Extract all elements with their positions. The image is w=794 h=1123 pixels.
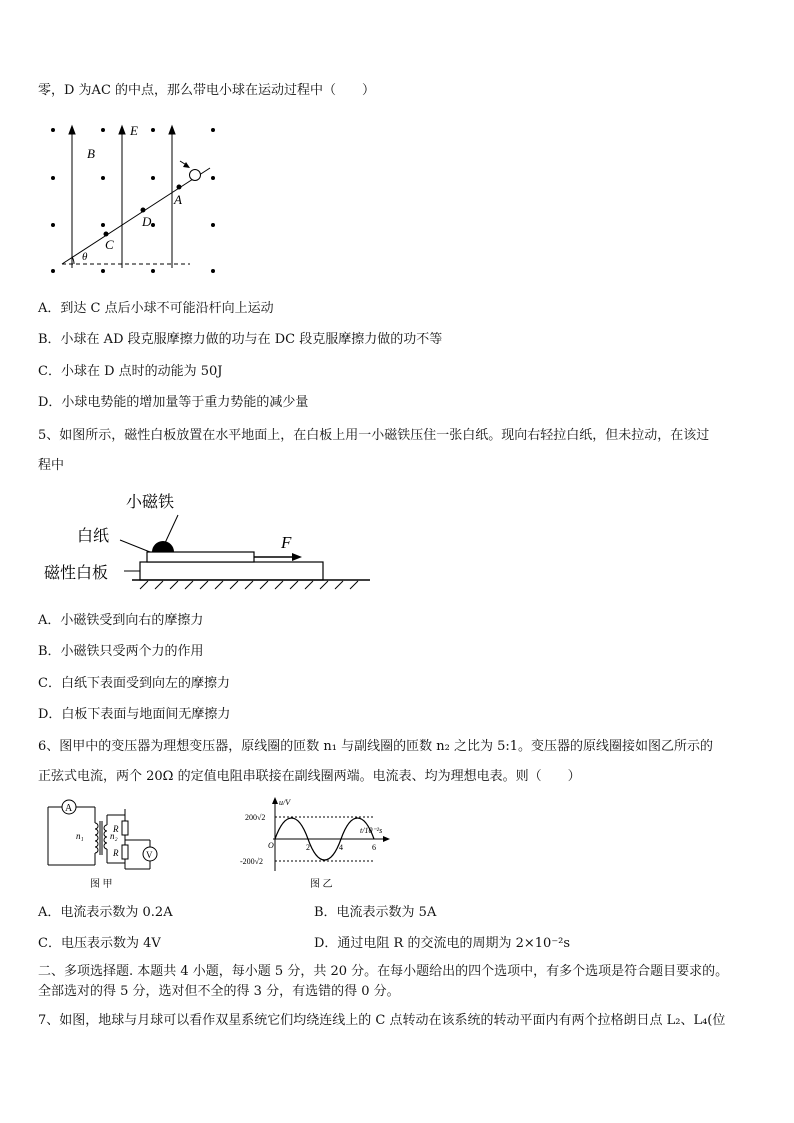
svg-text:2: 2 — [306, 843, 310, 852]
magnetic-field-dots — [51, 128, 215, 273]
point-a — [177, 185, 182, 190]
svg-text:t/10⁻²s: t/10⁻²s — [360, 826, 383, 835]
q6-option-b: B．电流表示数为 5A — [314, 905, 437, 920]
svg-text:R: R — [113, 848, 119, 858]
resistor-2 — [122, 845, 128, 859]
q5-option-d: D．白板下表面与地面间无摩擦力 — [38, 707, 231, 722]
svg-text:白纸: 白纸 — [77, 528, 110, 545]
white-paper — [147, 552, 254, 562]
q5-stem-line2: 程中 — [38, 458, 65, 473]
svg-text:R: R — [113, 824, 119, 834]
small-magnet — [152, 541, 174, 552]
svg-text:n₁: n₁ — [76, 831, 84, 841]
svg-text:图 乙: 图 乙 — [310, 879, 333, 890]
svg-text:B: B — [87, 146, 95, 161]
q6-stem-line2: 正弦式电流，两个 20Ω 的定值电阻串联接在副线圈两端。电流表、均为理想电表。则（ ） — [38, 769, 581, 784]
svg-text:V: V — [146, 850, 153, 860]
svg-text:D: D — [142, 214, 152, 229]
svg-text:磁性白板: 磁性白板 — [44, 565, 109, 582]
svg-text:E: E — [130, 123, 138, 138]
q4-stem-tail: 零，D 为AC 的中点，那么带电小球在运动过程中（ ） — [38, 83, 376, 98]
q6-waveform-figure — [240, 795, 405, 895]
point-c — [104, 232, 109, 237]
section2-line2: 全部选对的得 5 分，选对但不全的得 3 分，有选错的得 0 分。 — [38, 984, 400, 999]
svg-text:-200√2: -200√2 — [240, 857, 264, 866]
svg-text:A: A — [65, 803, 73, 814]
q5-whiteboard-figure — [40, 485, 380, 595]
magnetic-board — [140, 562, 323, 580]
q6-stem-line1: 6、图甲中的变压器为理想变压器，原线圈的匝数 n₁ 与副线圈的匝数 n₂ 之比为 5:1。变压器的原线圈接如图乙所示的 — [38, 739, 714, 754]
section2-line1: 二、多项选择题. 本题共 4 小题，每小题 5 分，共 20 分。在每小题给出的四个选项中，有多个选项是符合题目要求的。 — [38, 964, 729, 979]
svg-text:n₂: n₂ — [110, 831, 118, 841]
q6-option-a: A．电流表示数为 0.2A — [38, 905, 173, 920]
q5-stem-line1: 5、如图所示，磁性白板放置在水平地面上，在白板上用一小磁铁压住一张白纸。现向右轻拉白纸，但未拉动，在该过 — [38, 428, 710, 443]
svg-text:图 甲: 图 甲 — [90, 879, 113, 890]
resistor-1 — [122, 821, 128, 835]
svg-text:200√2: 200√2 — [245, 813, 266, 822]
charged-ball — [190, 170, 201, 181]
svg-text:u/V: u/V — [279, 798, 291, 807]
q6-circuit-figure — [40, 795, 170, 895]
electric-field-lines — [69, 126, 175, 268]
svg-text:A: A — [174, 192, 182, 207]
q6-option-c: C．电压表示数为 4V — [38, 936, 161, 951]
svg-text:F: F — [281, 533, 292, 552]
q4-option-c: C．小球在 D 点时的动能为 50J — [38, 364, 223, 379]
q5-option-a: A．小磁铁受到向右的摩擦力 — [38, 613, 204, 628]
svg-text:6: 6 — [372, 843, 376, 852]
point-d — [141, 208, 146, 213]
svg-text:小磁铁: 小磁铁 — [126, 494, 175, 511]
q4-option-a: A．到达 C 点后小球不可能沿杆向上运动 — [38, 301, 274, 316]
q4-option-b: B．小球在 AD 段克服摩擦力做的功与在 DC 段克服摩擦力做的功不等 — [38, 332, 443, 347]
svg-text:θ: θ — [82, 251, 88, 263]
q4-option-d: D．小球电势能的增加量等于重力势能的减少量 — [38, 395, 309, 410]
q4-field-figure — [40, 118, 230, 278]
svg-text:O: O — [268, 841, 274, 850]
q5-option-b: B．小磁铁只受两个力的作用 — [38, 644, 204, 659]
q7-stem-line1: 7、如图，地球与月球可以看作双星系统它们均绕连线上的 C 点转动在该系统的转动平面内有两个拉格朗日点 L₂、L₄(位 — [38, 1013, 726, 1028]
svg-text:4: 4 — [339, 843, 343, 852]
q6-option-d: D．通过电阻 R 的交流电的周期为 2×10⁻²s — [314, 936, 571, 951]
svg-text:C: C — [105, 237, 114, 252]
q5-option-c: C．白纸下表面受到向左的摩擦力 — [38, 676, 230, 691]
inclined-rod — [62, 168, 210, 264]
